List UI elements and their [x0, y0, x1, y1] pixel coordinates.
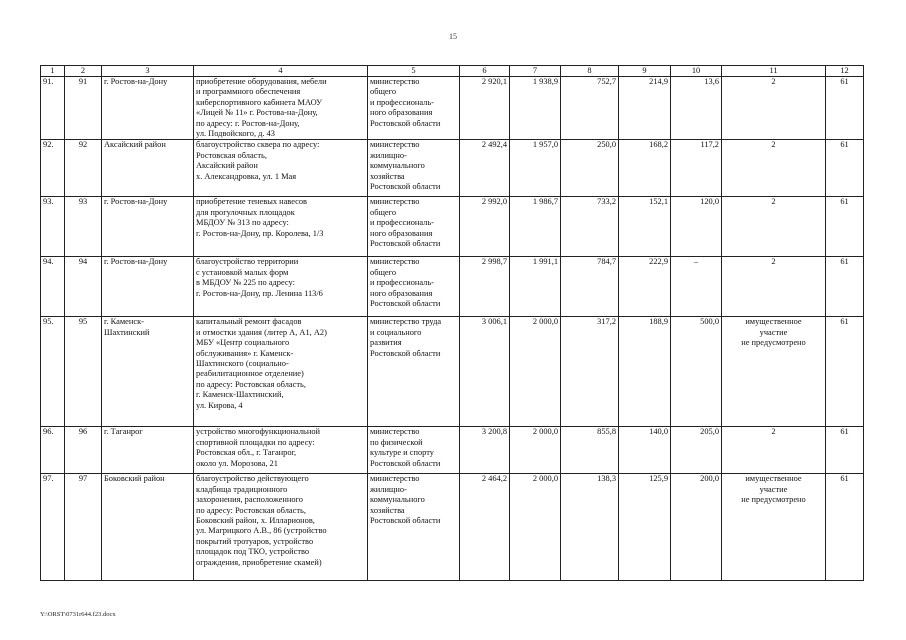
value-col-10: 205,0: [671, 427, 722, 474]
value-col-9: 214,9: [619, 77, 671, 140]
value-col-10: –: [671, 257, 722, 317]
value-col-7: 1 986,7: [510, 197, 561, 257]
value-col-10: 117,2: [671, 140, 722, 197]
responsible-ministry: министерство общего и профессиональ- ного образования Ростовской области: [368, 197, 460, 257]
row-index: 97.: [41, 474, 65, 581]
column-header: 5: [368, 66, 460, 77]
value-col-9: 188,9: [619, 317, 671, 427]
municipality: Аксайский район: [102, 140, 194, 197]
value-col-8: 855,8: [561, 427, 619, 474]
value-col-11: имущественное участие не предусмотрено: [722, 317, 826, 427]
value-col-7: 1 938,9: [510, 77, 561, 140]
page-number: 15: [449, 32, 457, 41]
municipality: г. Ростов-на-Дону: [102, 197, 194, 257]
value-col-6: 3 006,1: [460, 317, 510, 427]
column-header: 10: [671, 66, 722, 77]
header-row: [41, 66, 864, 77]
column-header: 11: [722, 66, 826, 77]
value-col-8: 138,3: [561, 474, 619, 581]
column-header: 7: [510, 66, 561, 77]
value-col-11: 2: [722, 77, 826, 140]
column-header: 9: [619, 66, 671, 77]
value-col-10: 200,0: [671, 474, 722, 581]
table-row: [41, 197, 864, 257]
object-number: 97: [65, 474, 102, 581]
file-path-footer: Y:\ORST\0731r644.f23.docx: [40, 611, 116, 618]
value-col-11: 2: [722, 197, 826, 257]
column-header: 8: [561, 66, 619, 77]
value-col-11: 2: [722, 427, 826, 474]
column-header: 1: [41, 66, 65, 77]
value-col-6: 2 992,0: [460, 197, 510, 257]
object-description: благоустройство сквера по адресу: Ростовская область, Аксайский район х. Александровка, ул. 1 Мая: [194, 140, 368, 197]
row-index: 96.: [41, 427, 65, 474]
responsible-ministry: министерство труда и социального развития Ростовской области: [368, 317, 460, 427]
value-col-6: 2 492,4: [460, 140, 510, 197]
municipality: г. Таганрог: [102, 427, 194, 474]
value-col-9: 152,1: [619, 197, 671, 257]
table-row: [41, 140, 864, 197]
value-col-12: 61: [826, 317, 864, 427]
value-col-7: 1 991,1: [510, 257, 561, 317]
object-description: приобретение оборудования, мебели и программного обеспечения киберспортивного кабинета МАОУ «Лицей № 11» г. Ростова-на-Дону, по адресу: г. Ростов-на-Дону, ул. Подвойского, д. 43: [194, 77, 368, 140]
object-description: устройство многофункциональной спортивной площадки по адресу: Ростовская обл., г. Таганрог, около ул. Морозова, 21: [194, 427, 368, 474]
value-col-7: 2 000,0: [510, 474, 561, 581]
municipality: Боковский район: [102, 474, 194, 581]
value-col-9: 125,9: [619, 474, 671, 581]
object-description: капитальный ремонт фасадов и отмостки здания (литер А, А1, А2) МБУ «Центр социального обслуживания» г. Каменск- Шахтинского (социально- реабилитационное отделение) по адресу: Ростовская область, г. Каменск-Шахтинский, ул. Кирова, 4: [194, 317, 368, 427]
value-col-9: 168,2: [619, 140, 671, 197]
object-description: благоустройство действующего кладбища традиционного захоронения, расположенного по адресу: Ростовская область, Боковский район, х. Илларионов, ул. Магрицкого А.В., 86 (устройство покрытий тротуаров, устройство площадок под ТКО, устройство ограждения, приобретение скамей): [194, 474, 368, 581]
object-number: 92: [65, 140, 102, 197]
column-header: 3: [102, 66, 194, 77]
value-col-12: 61: [826, 257, 864, 317]
value-col-8: 733,2: [561, 197, 619, 257]
object-description: приобретение теневых навесов для прогулочных площадок МБДОУ № 313 по адресу: г. Ростов-на-Дону, пр. Королева, 1/3: [194, 197, 368, 257]
value-col-6: 2 920,1: [460, 77, 510, 140]
object-number: 95: [65, 317, 102, 427]
value-col-6: 2 998,7: [460, 257, 510, 317]
row-index: 95.: [41, 317, 65, 427]
value-col-12: 61: [826, 197, 864, 257]
column-header: 6: [460, 66, 510, 77]
table-row: [41, 317, 864, 427]
value-col-9: 222,9: [619, 257, 671, 317]
object-number: 94: [65, 257, 102, 317]
value-col-6: 3 200,8: [460, 427, 510, 474]
value-col-12: 61: [826, 427, 864, 474]
responsible-ministry: министерство общего и профессиональ- ного образования Ростовской области: [368, 257, 460, 317]
table-row: [41, 257, 864, 317]
value-col-9: 140,0: [619, 427, 671, 474]
data-table: [40, 65, 864, 581]
row-index: 91.: [41, 77, 65, 140]
value-col-10: 500,0: [671, 317, 722, 427]
value-col-7: 1 957,0: [510, 140, 561, 197]
value-col-8: 752,7: [561, 77, 619, 140]
value-col-10: 13,6: [671, 77, 722, 140]
responsible-ministry: министерство жилищно- коммунального хозяйства Ростовской области: [368, 474, 460, 581]
value-col-7: 2 000,0: [510, 427, 561, 474]
responsible-ministry: министерство по физической культуре и спорту Ростовской области: [368, 427, 460, 474]
municipality: г. Ростов-на-Дону: [102, 77, 194, 140]
responsible-ministry: министерство жилищно- коммунального хозяйства Ростовской области: [368, 140, 460, 197]
column-header: 4: [194, 66, 368, 77]
municipality: г. Каменск- Шахтинский: [102, 317, 194, 427]
object-description: благоустройство территории с установкой малых форм в МБДОУ № 225 по адресу: г. Ростов-на-Дону, пр. Ленина 113/6: [194, 257, 368, 317]
value-col-12: 61: [826, 77, 864, 140]
value-col-8: 250,0: [561, 140, 619, 197]
value-col-6: 2 464,2: [460, 474, 510, 581]
municipality: г. Ростов-на-Дону: [102, 257, 194, 317]
value-col-7: 2 000,0: [510, 317, 561, 427]
value-col-8: 317,2: [561, 317, 619, 427]
object-number: 91: [65, 77, 102, 140]
object-number: 93: [65, 197, 102, 257]
table-row: [41, 427, 864, 474]
value-col-11: 2: [722, 257, 826, 317]
object-number: 96: [65, 427, 102, 474]
column-header: 2: [65, 66, 102, 77]
value-col-12: 61: [826, 474, 864, 581]
value-col-8: 784,7: [561, 257, 619, 317]
value-col-11: 2: [722, 140, 826, 197]
row-index: 93.: [41, 197, 65, 257]
responsible-ministry: министерство общего и профессиональ- ного образования Ростовской области: [368, 77, 460, 140]
table-row: [41, 77, 864, 140]
table-row: [41, 474, 864, 581]
value-col-10: 120,0: [671, 197, 722, 257]
row-index: 94.: [41, 257, 65, 317]
column-header: 12: [826, 66, 864, 77]
value-col-11: имущественное участие не предусмотрено: [722, 474, 826, 581]
value-col-12: 61: [826, 140, 864, 197]
row-index: 92.: [41, 140, 65, 197]
